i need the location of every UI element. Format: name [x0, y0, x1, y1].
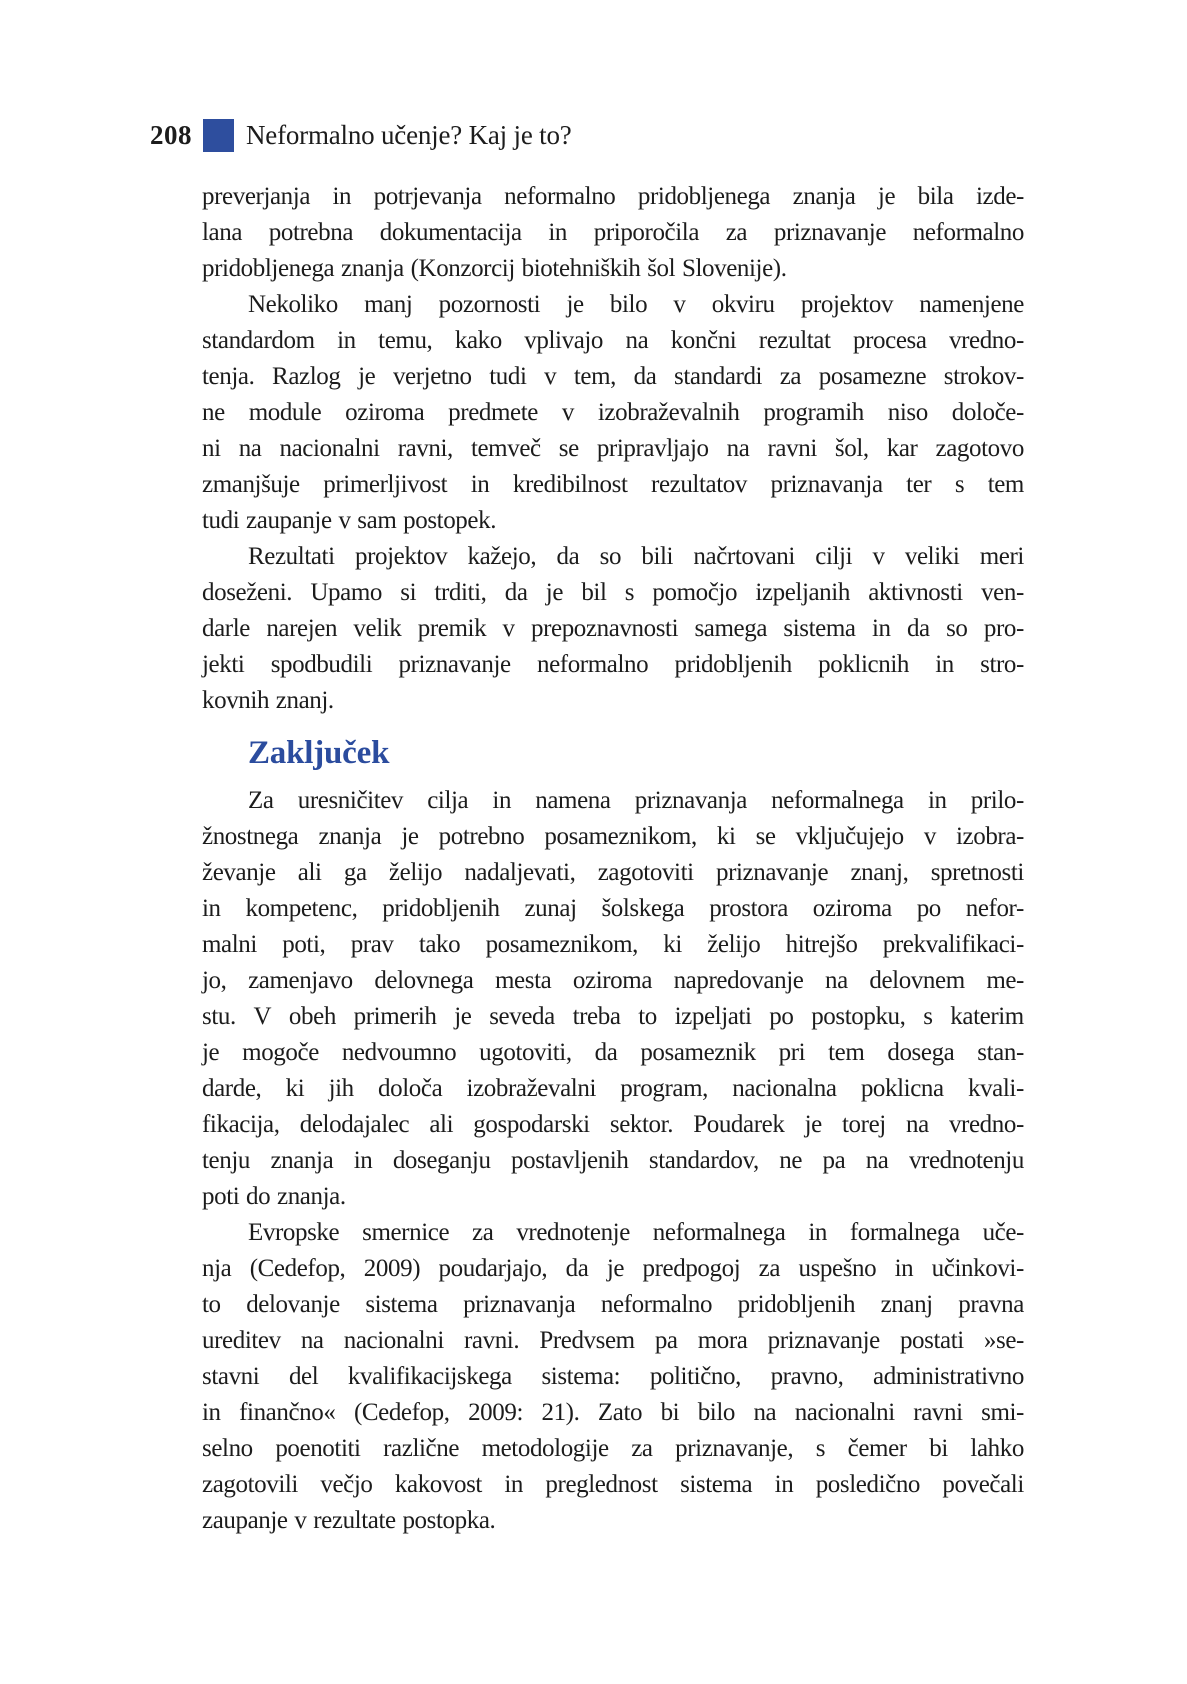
- text-line: je mogoče nedvoumno ugotoviti, da posameznik pri tem dosega stan-: [202, 1039, 1024, 1066]
- text-line: stu. V obeh primerih je seveda treba to izpeljati po postopku, s katerim: [202, 1003, 1024, 1030]
- text-line: žnostnega znanja je potrebno posameznikom, ki se vključujejo v izobra-: [202, 823, 1024, 850]
- text-block: [202, 179, 1024, 1539]
- text-line: jekti spodbudili priznavanje neformalno pridobljenih poklicnih in stro-: [202, 651, 1024, 678]
- text-line: darde, ki jih določa izobraževalni program, nacionalna poklicna kvali-: [202, 1075, 1024, 1102]
- text-line: tenju znanja in doseganju postavljenih standardov, ne pa na vrednotenju: [202, 1147, 1024, 1174]
- paragraph: [202, 179, 1024, 287]
- text-line: selno poenotiti različne metodologije za priznavanje, s čemer bi lahko: [202, 1435, 1024, 1462]
- text-line: zmanjšuje primerljivost in kredibilnost rezultatov priznavanja ter s tem: [202, 471, 1024, 498]
- text-line: Evropske smernice za vrednotenje neformalnega in formalnega uče-: [248, 1219, 1024, 1246]
- paragraph: [202, 783, 1024, 1215]
- text-line: in kompetenc, pridobljenih zunaj šolskega prostora oziroma po nefor-: [202, 895, 1024, 922]
- page-header: [150, 116, 572, 154]
- text-line: tudi zaupanje v sam postopek.: [202, 507, 497, 534]
- paragraph: [202, 1215, 1024, 1539]
- text-line: poti do znanja.: [202, 1183, 346, 1210]
- text-line: to delovanje sistema priznavanja neformalno pridobljenih znanj pravna: [202, 1291, 1024, 1318]
- text-line: in finančno« (Cedefop, 2009: 21). Zato bi bilo na nacionalni ravni smi-: [202, 1399, 1024, 1426]
- chapter-marker-icon: [203, 119, 234, 152]
- text-line: standardom in temu, kako vplivajo na končni rezultat procesa vredno-: [202, 327, 1024, 354]
- text-line: jo, zamenjavo delovnega mesta oziroma napredovanje na delovnem me-: [202, 967, 1024, 994]
- text-line: fikacija, delodajalec ali gospodarski sektor. Poudarek je torej na vredno-: [202, 1111, 1024, 1138]
- text-line: zaupanje v rezultate postopka.: [202, 1507, 496, 1534]
- text-line: stavni del kvalifikacijskega sistema: politično, pravno, administrativno: [202, 1363, 1024, 1390]
- text-line: kovnih znanj.: [202, 687, 334, 714]
- text-line: pridobljenega znanja (Konzorcij biotehniških šol Slovenije).: [202, 255, 787, 282]
- text-line: ževanje ali ga želijo nadaljevati, zagotoviti priznavanje znanj, spretnosti: [202, 859, 1024, 886]
- paragraph: [202, 287, 1024, 539]
- text-line: tenja. Razlog je verjetno tudi v tem, da standardi za posamezne strokov-: [202, 363, 1024, 390]
- text-line: malni poti, prav tako posameznikom, ki želijo hitrejšo prekvalifikaci-: [202, 931, 1024, 958]
- text-line: zagotovili večjo kakovost in preglednost sistema in posledično povečali: [202, 1471, 1024, 1498]
- page-number: 208: [150, 119, 192, 150]
- running-title: Neformalno učenje? Kaj je to?: [246, 119, 572, 150]
- text-line: Za uresničitev cilja in namena priznavanja neformalnega in prilo-: [248, 787, 1024, 814]
- text-line: Rezultati projektov kažejo, da so bili načrtovani cilji v veliki meri: [248, 543, 1024, 570]
- text-line: Nekoliko manj pozornosti je bilo v okviru projektov namenjene: [248, 291, 1024, 318]
- text-line: preverjanja in potrjevanja neformalno pridobljenega znanja je bila izde-: [202, 183, 1024, 210]
- text-line: ne module oziroma predmete v izobraževalnih programih niso določe-: [202, 399, 1024, 426]
- text-line: lana potrebna dokumentacija in priporočila za priznavanje neformalno: [202, 219, 1024, 246]
- text-line: darle narejen velik premik v prepoznavnosti samega sistema in da so pro-: [202, 615, 1024, 642]
- text-line: ureditev na nacionalni ravni. Predvsem pa mora priznavanje postati »se-: [202, 1327, 1024, 1354]
- text-line: doseženi. Upamo si trditi, da je bil s pomočjo izpeljanih aktivnosti ven-: [202, 579, 1024, 606]
- text-line: nja (Cedefop, 2009) poudarjajo, da je predpogoj za uspešno in učinkovi-: [202, 1255, 1024, 1282]
- paragraph: [202, 539, 1024, 719]
- section-heading: Zaključek: [248, 735, 390, 771]
- text-line: ni na nacionalni ravni, temveč se pripravljajo na ravni šol, kar zagotovo: [202, 435, 1024, 462]
